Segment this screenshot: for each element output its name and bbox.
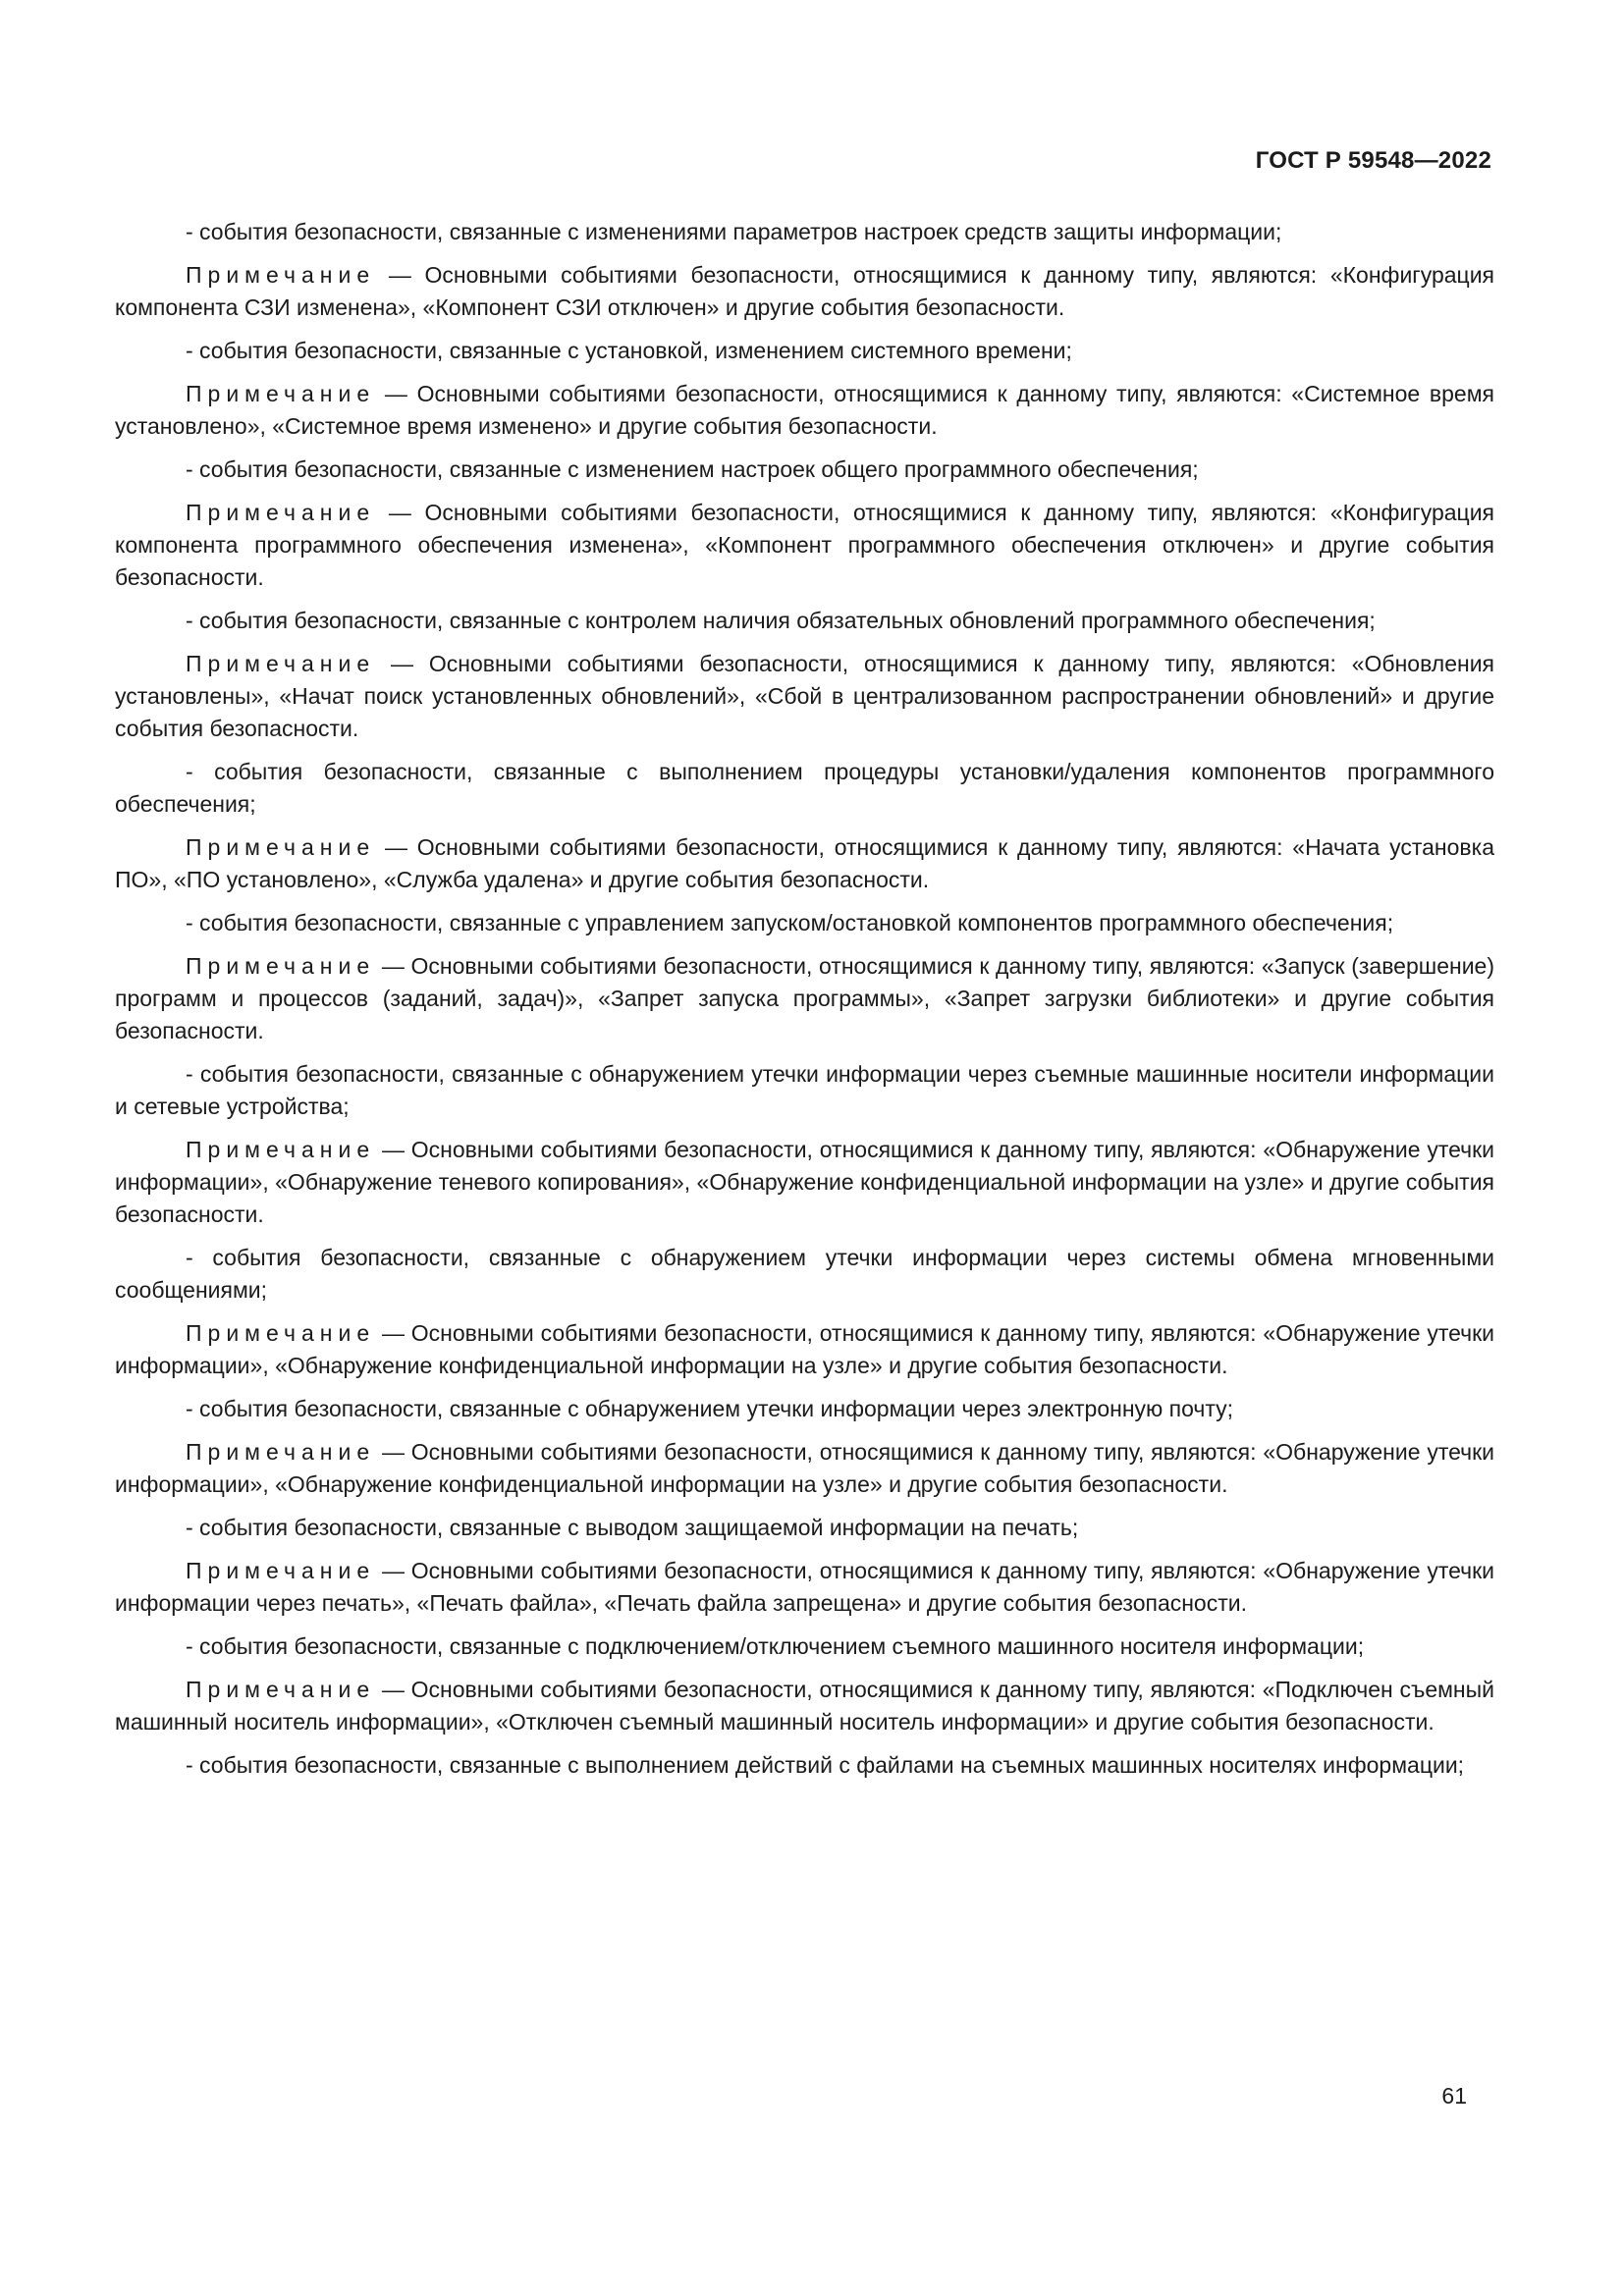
note-label: Примечание [186, 500, 376, 525]
note-paragraph [115, 378, 1494, 443]
list-item-paragraph: - события безопасности, связанные с подключением/отключением съемного машинного носителя информации; [186, 1633, 1365, 1659]
note-paragraph [115, 1436, 1494, 1501]
note-label: Примечание [186, 1137, 376, 1162]
doc-number: ГОСТ Р 59548—2022 [1255, 147, 1491, 174]
page-body [115, 216, 1494, 1792]
note-paragraph [115, 831, 1494, 896]
note-label: Примечание [186, 651, 376, 676]
note-label: Примечание [186, 834, 376, 860]
note-paragraph [115, 1555, 1494, 1620]
note-label: Примечание [186, 1439, 376, 1465]
note-text: — Основными событиями безопасности, относящимися к данному типу, являются: «Обновления установлены», «Начат поиск установленных обновлений», «Сбой в централизованном распространении обновлений» и другие события безопасности. [115, 651, 1494, 741]
page-header [115, 147, 1491, 175]
note-text: — Основными событиями безопасности, относящимися к данному типу, являются: «Запуск (завершение) программ и процессов (заданий, задач)», «Запрет запуска программы», «Запрет загрузки библиотеки» и другие события безопасности. [115, 953, 1494, 1043]
note-text: — Основными событиями безопасности, относящимися к данному типу, являются: «Обнаружение утечки информации», «Обнаружение теневого копирования», «Обнаружение конфиденциальной информации на узле» и другие события безопасности. [115, 1137, 1495, 1227]
list-item-paragraph: - события безопасности, связанные с выполнением процедуры установки/удаления компонентов программного обеспечения; [115, 759, 1494, 817]
note-text: — Основными событиями безопасности, относящимися к данному типу, являются: «Конфигурация компонента программного обеспечения изменена», «Компонент программного обеспечения отключен» и другие события безопасности. [115, 500, 1494, 590]
list-item-paragraph: - события безопасности, связанные с управлением запуском/остановкой компонентов программного обеспечения; [186, 910, 1394, 935]
note-paragraph [115, 259, 1494, 324]
note-paragraph [115, 497, 1494, 594]
note-text: — Основными событиями безопасности, относящимися к данному типу, являются: «Обнаружение утечки информации», «Обнаружение конфиденциальной информации на узле» и другие события безопасности. [115, 1439, 1495, 1497]
list-item-paragraph: - события безопасности, связанные с обнаружением утечки информации через съемные машинные носители информации и сетевые устройства; [115, 1061, 1494, 1119]
note-paragraph [115, 950, 1494, 1047]
note-label: Примечание [186, 1558, 376, 1583]
note-paragraph [115, 1674, 1494, 1738]
note-label: Примечание [186, 381, 376, 406]
list-item-paragraph: - события безопасности, связанные с выполнением действий с файлами на съемных машинных носителях информации; [186, 1752, 1465, 1778]
note-paragraph [115, 1317, 1494, 1382]
note-label: Примечание [186, 1677, 376, 1702]
list-item-paragraph: - события безопасности, связанные с обнаружением утечки информации через системы обмена мгновенными сообщениями; [115, 1245, 1494, 1303]
note-text: — Основными событиями безопасности, относящимися к данному типу, являются: «Подключен съемный машинный носитель информации», «Отключен съемный машинный носитель информации» и другие события безопасности. [115, 1677, 1495, 1735]
list-item-paragraph: - события безопасности, связанные с контролем наличия обязательных обновлений программного обеспечения; [186, 608, 1376, 633]
page-footer [115, 2083, 1467, 2109]
note-text: — Основными событиями безопасности, относящимися к данному типу, являются: «Обнаружение утечки информации», «Обнаружение конфиденциальной информации на узле» и другие события безопасности. [115, 1320, 1495, 1378]
note-text: — Основными событиями безопасности, относящимися к данному типу, являются: «Начата установка ПО», «ПО установлено», «Служба удалена» и другие события безопасности. [115, 834, 1494, 892]
page-number: 61 [1441, 2083, 1467, 2109]
note-text: — Основными событиями безопасности, относящимися к данному типу, являются: «Обнаружение утечки информации через печать», «Печать файла», «Печать файла запрещена» и другие события безопасности. [115, 1558, 1495, 1616]
list-item-paragraph: - события безопасности, связанные с обнаружением утечки информации через электронную почту; [186, 1396, 1234, 1421]
note-text: — Основными событиями безопасности, относящимися к данному типу, являются: «Системное время установлено», «Системное время изменено» и другие события безопасности. [115, 381, 1494, 439]
note-label: Примечание [186, 953, 376, 979]
list-item-paragraph: - события безопасности, связанные с выводом защищаемой информации на печать; [186, 1515, 1079, 1540]
note-label: Примечание [186, 1320, 376, 1346]
list-item-paragraph: - события безопасности, связанные с изменениями параметров настроек средств защиты информации; [186, 219, 1282, 244]
list-item-paragraph: - события безопасности, связанные с установкой, изменением системного времени; [186, 338, 1072, 363]
list-item-paragraph: - события безопасности, связанные с изменением настроек общего программного обеспечения; [186, 456, 1199, 482]
note-paragraph [115, 1134, 1494, 1231]
note-paragraph [115, 648, 1494, 745]
note-label: Примечание [186, 262, 376, 288]
note-text: — Основными событиями безопасности, относящимися к данному типу, являются: «Конфигурация компонента СЗИ изменена», «Компонент СЗИ отключен» и другие события безопасности. [115, 262, 1494, 320]
